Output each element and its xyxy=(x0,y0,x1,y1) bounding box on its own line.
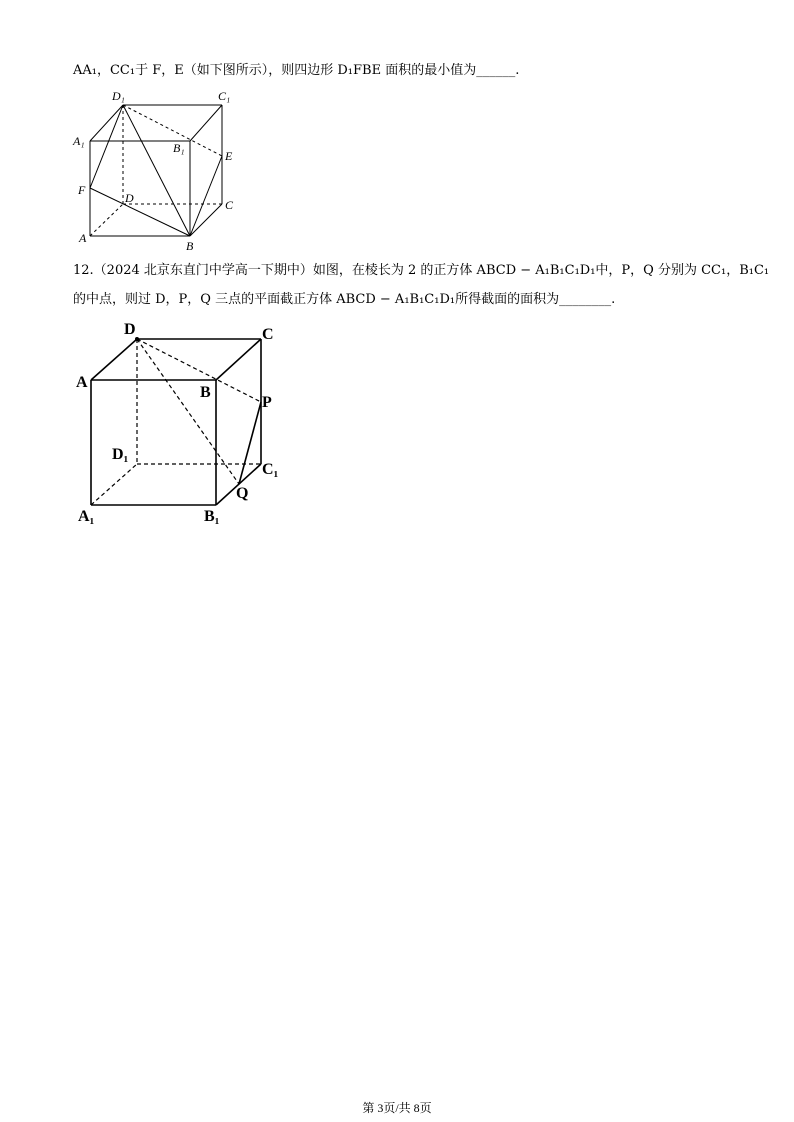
label-B1: B₁ xyxy=(204,508,220,525)
edge-CB xyxy=(216,339,261,380)
edge-C1B1 xyxy=(190,105,222,141)
label-Q: Q xyxy=(236,485,249,502)
line-DP-hidden xyxy=(137,339,261,402)
page-number: 第 3页/共 8页 xyxy=(362,1101,432,1115)
label-D: D xyxy=(124,321,136,338)
line-BE xyxy=(190,156,222,236)
point-D xyxy=(135,337,139,341)
q11-text-line xyxy=(73,62,519,80)
label-B1: B₁ xyxy=(173,141,185,155)
q12-text-2: 的中点，则过 D，P，Q 三点的平面截正方体 ABCD − A₁B₁C₁D₁所得截面的面积为 xyxy=(73,292,560,307)
label-B: B xyxy=(186,239,194,253)
label-A1: A₁ xyxy=(78,508,95,525)
label-A: A xyxy=(79,231,87,245)
label-C: C xyxy=(225,198,234,212)
q11-text: AA₁，CC₁于 F，E（如下图所示），则四边形 D₁FBE 面积的最小值为 xyxy=(73,63,477,78)
q11-answer-blank: ______ xyxy=(476,63,516,78)
label-E: E xyxy=(225,149,233,163)
label-D1: D₁ xyxy=(112,89,125,103)
label-A: A xyxy=(76,374,88,391)
label-P: P xyxy=(262,394,272,411)
cube-1-svg xyxy=(70,88,250,253)
q12-period: . xyxy=(611,292,616,307)
line-DQ-hidden xyxy=(137,339,239,484)
label-D: D xyxy=(125,191,134,205)
q11-period: . xyxy=(515,63,520,78)
page-footer xyxy=(0,1099,794,1116)
line-FD1 xyxy=(90,105,123,188)
q12-text-line-1 xyxy=(73,262,769,280)
figure-cube-1 xyxy=(70,88,250,253)
line-PQ xyxy=(239,402,261,484)
cube-2-svg xyxy=(76,318,286,530)
label-F: F xyxy=(78,183,86,197)
label-D1: D₁ xyxy=(112,446,129,463)
edge-A1D1 xyxy=(90,105,123,141)
edge-A1D1-hidden xyxy=(91,464,137,505)
edge-BC xyxy=(190,204,222,236)
label-C1: C₁ xyxy=(218,89,231,103)
line-D1B xyxy=(123,105,190,236)
label-A1: A₁ xyxy=(73,134,85,148)
q12-answer-blank: ________ xyxy=(559,292,612,307)
label-C: C xyxy=(262,326,274,343)
edge-AD xyxy=(91,339,137,380)
edge-AD-hidden xyxy=(90,204,123,236)
figure-cube-2 xyxy=(76,318,286,530)
label-C1: C₁ xyxy=(262,461,279,478)
q12-text-1: 12.（2024 北京东直门中学高一下期中）如图，在棱长为 2 的正方体 ABCD − A₁B₁C₁D₁中，P，Q 分别为 CC₁，B₁C₁ xyxy=(73,263,770,278)
label-B: B xyxy=(200,384,211,401)
q12-text-line-2 xyxy=(73,291,615,309)
line-FB xyxy=(90,188,190,236)
